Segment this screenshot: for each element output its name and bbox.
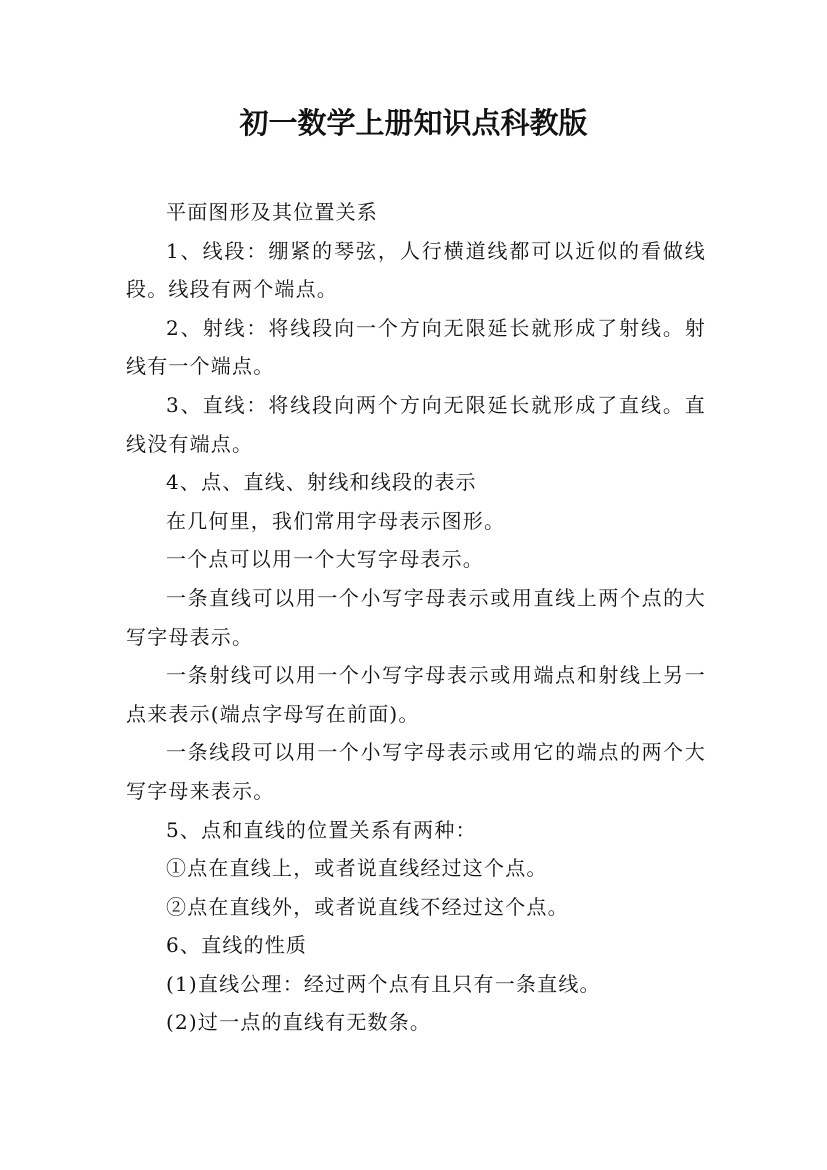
paragraph-ray: 2、射线：将线段向一个方向无限延长就形成了射线。射线有一个端点。 xyxy=(126,315,706,379)
paragraph-line-axiom: (1)直线公理：经过两个点有且只有一条直线。 xyxy=(166,971,601,996)
section-heading: 平面图形及其位置关系 xyxy=(166,200,378,224)
paragraph-ray-notation: 一条射线可以用一个小写字母表示或用端点和射线上另一点来表示(端点字母写在前面)。 xyxy=(126,663,706,726)
paragraph-straight-line: 3、直线：将线段向两个方向无限延长就形成了直线。直线没有端点。 xyxy=(126,392,706,456)
paragraph-segment-notation: 一条线段可以用一个小写字母表示或用它的端点的两个大写字母来表示。 xyxy=(126,740,706,803)
document-title: 初一数学上册知识点科教版 xyxy=(239,106,588,140)
paragraph-notation-heading: 4、点、直线、射线和线段的表示 xyxy=(166,470,477,495)
paragraph-point-off-line: ②点在直线外，或者说直线不经过这个点。 xyxy=(166,894,569,919)
paragraph-point-on-line: ①点在直线上，或者说直线经过这个点。 xyxy=(166,856,548,881)
paragraph-line-properties: 6、直线的性质 xyxy=(166,933,308,958)
paragraph-notation-intro: 在几何里，我们常用字母表示图形。 xyxy=(166,508,506,533)
paragraph-point-line-relation: 5、点和直线的位置关系有两种： xyxy=(166,817,477,842)
paragraph-line-notation: 一条直线可以用一个小写字母表示或用直线上两个点的大写字母表示。 xyxy=(126,585,706,649)
document-body xyxy=(126,193,706,1042)
paragraph-lines-through-point: (2)过一点的直线有无数条。 xyxy=(166,1010,432,1035)
paragraph-line-segment: 1、线段：绷紧的琴弦，人行横道线都可以近似的看做线段。线段有两个端点。 xyxy=(126,238,706,302)
paragraph-point-notation: 一个点可以用一个大写字母表示。 xyxy=(166,547,484,572)
